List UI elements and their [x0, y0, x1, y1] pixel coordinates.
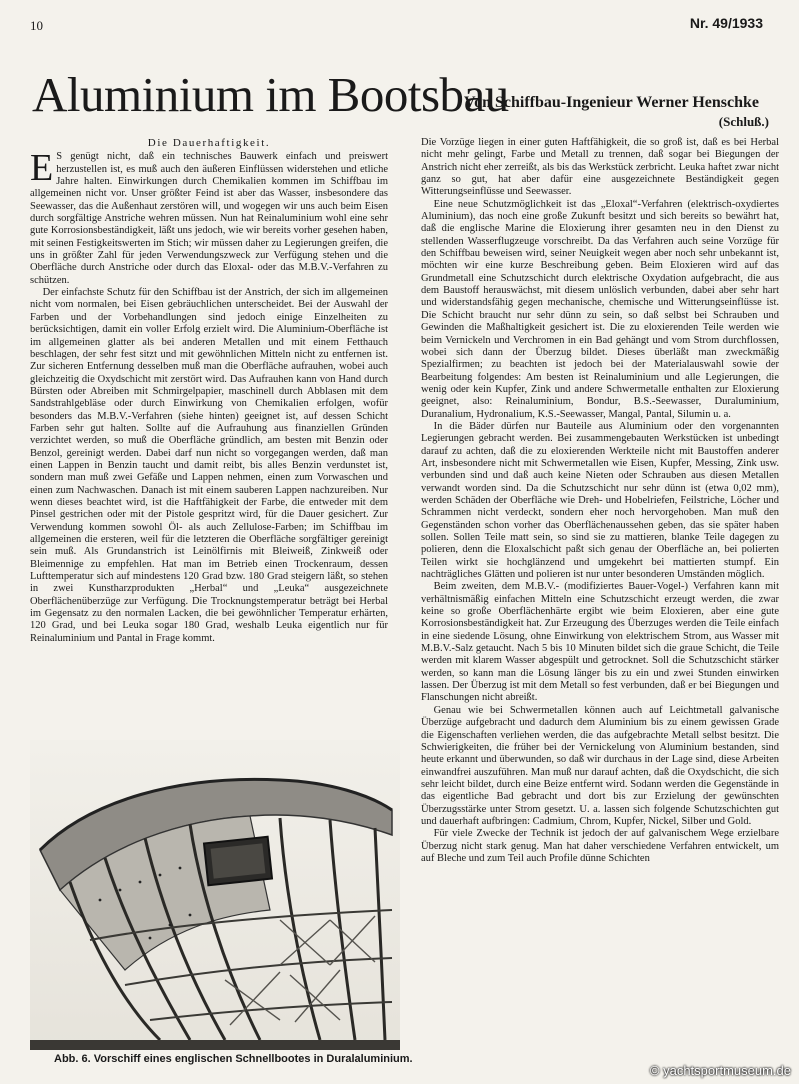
paragraph — [30, 147, 388, 287]
paragraph: Genau wie bei Schwermetallen können auch auf Leichtmetall galvanische Überzüge aufgebracht und dadurch dem Aluminium bis zu einem gewissen Grade die Eigenschaften verliehen werden, die das aufgebrachte Metall selbst besitzt. Die Schwierigkeiten, die früher bei der Vernickelung von Aluminium bestanden, sind heute erkannt und überwunden, so daß wir durchaus in der Lage sind, diese Arbeiten einwandfrei auszuführen. Man muß nur darauf achten, daß die Oxydschicht, die sich sehr leicht bildet, durch eine Beize entfernt wird. Sodann werden die Gegenstände in das eigentliche Bad gebracht und dort bis zur Erzielung der gewünschten Überzugsstärke unter Strom gesetzt. U. a. lassen sich folgende Schutzschichten gut und dauerhaft aufbringen: Cadmium, Chrom, Kupfer, Nickel, Silber und Gold. — [421, 704, 779, 827]
article-title: Aluminium im Bootsbau — [32, 67, 509, 122]
section-heading: Die Dauerhaftigkeit. — [147, 137, 271, 149]
page-number: 10 — [30, 18, 43, 33]
right-column — [421, 137, 779, 1072]
boat-bow-photo — [30, 740, 400, 1050]
paragraph: Die Vorzüge liegen in einer guten Haftfähigkeit, die so groß ist, daß es bei Herbal nicht mehr gelingt, Farbe und Metall zu trennen, daß sogar bei Biegungen der Anstrich nicht eher zerreißt, als bis das Werkstück zerbricht. Leuka haftet zwar nicht ganz so gut, hat aber dafür eine ausgezeichnete Beständigkeit gegen Witterungseinflüsse und Seewasser. — [421, 137, 779, 198]
paragraph: Für viele Zwecke der Technik ist jedoch der auf galvanischem Wege erzielbare Überzug nicht stark genug. Man hat daher verschiedene Verfahren entwickelt, um auf Bleche und zum Teil auch Profile dünne Schichten — [421, 828, 779, 864]
drop-cap: E — [30, 147, 54, 190]
issue-number: Nr. 49/1933 — [689, 15, 763, 31]
article-byline: Von Schiffbau-Ingenieur Werner Henschke — [464, 94, 760, 111]
figure-caption: Abb. 6. Vorschiff eines englischen Schnellbootes in Duralaluminium. — [54, 1053, 413, 1065]
paragraph: Eine neue Schutzmöglichkeit ist das „Eloxal“-Verfahren (elektrisch-oxydiertes Aluminium), das noch eine große Zukunft besitzt und sich bereits so bewährt hat, daß die englische Marine die Eloxierung ihrer gesamten neu in den Dienst zu stellenden Wasserflugzeuge vorschreibt. Da das Verfahren auch seine Vorzüge für den Schiffbau beweisen wird, seiner Neuigkeit wegen aber noch sehr unbekannt ist, möchten wir eine kurze Beschreibung geben. Beim Eloxieren wird auf das Grundmetall eine Schutzschicht durch elektrische Oxydation aufgebracht, die aus dem Baustoff herauswächst, mit diesem unlöslich verbunden, dabei aber sehr hart und widerstandsfähig gegen mechanische, chemische und Witterungseinflüsse ist. Die Schicht braucht nur sehr dünn zu sein, so daß selbst bei Schrauben und Gewinden die Maßhaltigkeit gesichert ist. Die zu eloxierenden Teile werden wie beim Vernickeln und Verchromen in ein Bad gehängt und vom Strom durchflossen, wobei sich dann der Überzug bildet. Dieses überläßt man zweckmäßig Spezialfirmen; zu beachten ist jedoch bei der Materialauswahl sowie der Bearbeitung folgendes: Am besten ist Reinaluminium und alle Legierungen, die wenig oder kein Kupfer, Zink und andere Schwermetalle enthalten zur Eloxierung geeignet, also: Reinaluminium, Bondur, B.S.-Seewasser, Duraluminium, Duranalium, Hydronalium, K.S.-Seewasser, Mangal, Pantal, Silumin u. a. — [421, 198, 779, 420]
paragraph: In die Bäder dürfen nur Bauteile aus Aluminium oder den vorgenannten Legierungen gebracht werden. Bei zusammengebauten Werkstücken ist unbedingt darauf zu achten, daß die zu eloxierenden Werkteile nicht mit Baustoffen anderer Art, insbesondere nicht mit Schwermetallen wie Eisen, Kupfer, Messing, Zink usw. verbunden sind und daß auch keine Nieten oder Schrauben aus diesen Metallen verwandt worden sind. Da die Schutzschicht nur sehr dünn ist (etwa 0,02 mm), werden Schäden der Oberfläche wie Dreh- und Hobelriefen, Feilstriche, Löcher und Schrammen nicht verdeckt, sondern eher noch hervorgehoben. Man muß den Gegenständen schon vorher das Oberflächenaussehen geben, das sie später haben sollen. Sollen Teile matt sein, so sind sie zu mattieren, blanke Teile dagegen zu polieren, denn die Eloxalschicht paßt sich genau der Oberfläche an, bei polierten Teilen wirkt sie hochglänzend und umgekehrt bei mattierten stumpf. Ein nachträgliches Glätten und polieren ist nur unter besonderen Umständen möglich. — [421, 420, 779, 581]
paragraph-text: S genügt nicht, daß ein technisches Bauwerk einfach und preiswert herzustellen ist, es muß auch den äußeren Einflüssen widerstehen und etliche Jahre halten. Einwirkungen durch Chemikalien kommen im Schiffbau im allgemeinen nicht vor. Unser größter Feind ist aber das Wasser, insbesondere das Seewasser, das die Außenhaut zerstören will, und wogegen wir uns auch beim Eisen durch sorgfältige Anstriche wehren müssen. Nun hat Reinaluminium wohl eine sehr gute Korrosionsbeständigkeit, läßt uns jedoch, wie wir bereits vorher gesehen haben, mit seinen Festigkeitswerten im Stich; wir müssen daher zu Legierungen greifen, die uns in größter Zahl für jeden Verwendungszweck zur Verfügung stehen und die Oberfläche durch Anstriche oder durch das Eloxal- oder das M.B.V.-Verfahren zu schützen. — [30, 151, 388, 286]
continuation-note: (Schluß.) — [718, 114, 769, 129]
paragraph: Der einfachste Schutz für den Schiffbau ist der Anstrich, der sich im allgemeinen nicht vom normalen, bei Eisen gebräuchlichen unterscheidet. Bei der Auswahl der Farben und der Vorbehandlungen sind jedoch einige Einzelheiten zu berücksichtigen, damit ein voller Erfolg erzielt wird. Die Aluminium-Oberfläche ist im allgemeinen glatter als bei anderen Metallen und mit einem Fetthauch beschlagen, der sehr fest sitzt und mit gewöhnlichen Mitteln nicht zu entfernen ist. Zur sicheren Entfernung desselben muß man die Oberfläche aufrauhen, wobei auch gleichzeitig die Oxydschicht mit zerstört wird. Das Aufrauhen kann von Hand durch Bürsten oder Abreiben mit Schmirgelpapier, maschinell durch Abblasen mit dem Sandstrahlgebläse oder durch Einwirkung von Chemikalien erfolgen, wofür besonders das M.B.V.-Verfahren (siehe hinten) geeignet ist, auf dessen Schicht Farben sehr gut halten. Sollte auf die Aufrauhung aus finanziellen Gründen verzichtet werden, so muß die Oberfläche gründlich, am besten mit Benzin oder Benzol, gereinigt werden. Dabei darf nun nicht so vorgegangen werden, daß man einen Lappen in Benzin taucht und damit reibt, bis alles Benzin verdunstet ist, sondern man muß zwei Gefäße und Lappen nehmen, einen zum Vorwaschen und einen zum Nachwaschen. Danach ist mit einem sauberen Lappen nachzureiben. Nur wenn dieses beachtet wird, ist die Haftfähigkeit der Farbe, die entweder mit dem Pinsel gestrichen oder mit der Pistole gespritzt wird, für die Dauer gesichert. Zur Verwendung kommen sowohl Öl- als auch Zellulose-Farben; im Schiffbau im allgemeinen die ersteren, weil für die letzteren die Oberfläche sorgfältiger gereinigt sein muß. Als Grundanstrich ist Leinölfirnis mit Bleiweiß, Zinkweiß oder Bleimennige zu empfehlen. Hat man im Betrieb einen Trockenraum, dessen Lufttemperatur sich auf mindestens 120 Grad bzw. 180 Grad steigern läßt, so stehen in zwei Kunstharzprodukten „Herbal“ und „Leuka“ ausgezeichnete Oberflächenüberzüge zur Verfügung. Die Trocknungstemperatur beträgt bei Herbal im Gegensatz zu den normalen Lacken, die bei gewöhnlicher Temperatur erhärten, 120 Grad, und bei Leuka sogar 180 Grad, weshalb Leuka eigentlich nur für Reinaluminium und Pantal in Frage kommt. — [30, 287, 388, 644]
boat-frame-illustration — [30, 740, 400, 1050]
watermark: © yachtsportmuseum.de — [649, 1063, 791, 1078]
left-column — [30, 137, 388, 727]
paragraph: Beim zweiten, dem M.B.V.- (modifiziertes Bauer-Vogel-) Verfahren kann mit verhältnismäßig einfachen Mitteln eine Schutzschicht erzeugt werden, die zwar keine so große Oberflächenhärte ergibt wie beim Eloxieren, aber eine gute Korrosionsbeständigkeit hat. Zur Erzeugung des Überzuges werden die Teile einfach in eine siedende Lösung, ohne Einwirkung von elektrischem Strom, aus Wasser mit M.B.V.-Salz getaucht. Nach 5 bis 10 Minuten bildet sich die graue Schicht, die Teile werden mit klarem Wasser abgespült und getrocknet. Soll die Schutzschicht stärker werden, so kann man die Lösung länger bis zu ein und zwei Stunden einwirken lassen. Der Überzug ist mit dem Metall so fest verbunden, daß er bei Biegungen und Flanschungen nicht abreißt. — [421, 581, 779, 704]
